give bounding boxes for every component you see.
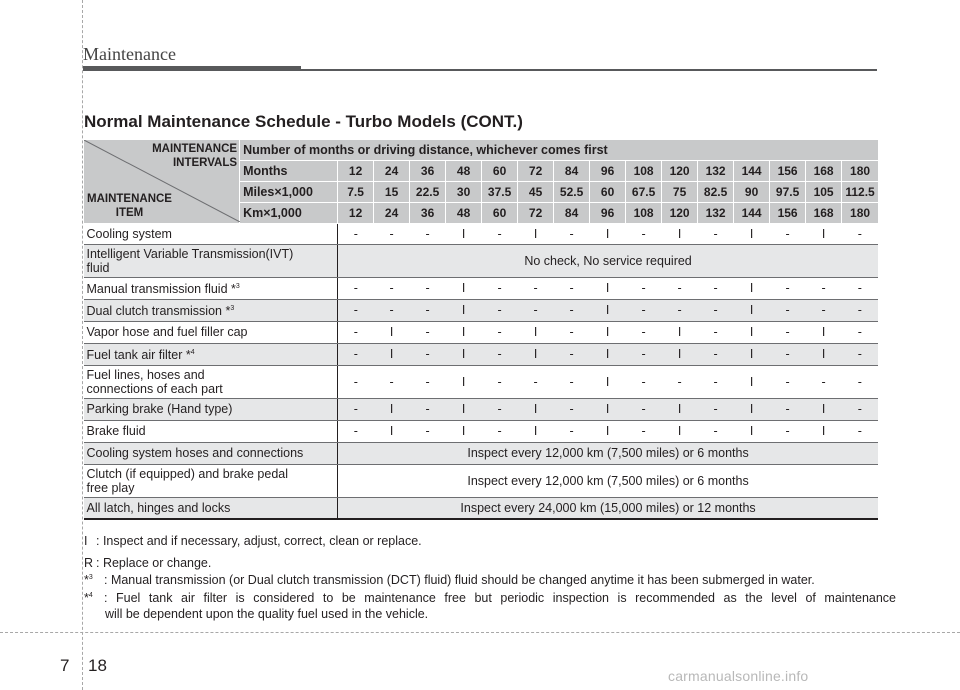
schedule-cell: -: [626, 398, 662, 420]
schedule-cell: I: [662, 321, 698, 343]
schedule-cell: -: [842, 420, 878, 442]
interval-value: 82.5: [698, 181, 734, 202]
footnote-ref: 3: [235, 282, 240, 290]
item-note: Inspect every 12,000 km (7,500 miles) or 6 months: [338, 464, 878, 497]
item-name: [84, 343, 338, 365]
interval-value: 60: [482, 160, 518, 181]
item-name-line: fluid: [86, 260, 110, 275]
schedule-cell: -: [662, 365, 698, 398]
schedule-cell: I: [734, 365, 770, 398]
interval-value: 30: [446, 181, 482, 202]
schedule-cell: I: [518, 321, 554, 343]
schedule-cell: I: [734, 321, 770, 343]
interval-value: 24: [374, 160, 410, 181]
item-note: Inspect every 12,000 km (7,500 miles) or 6 months: [338, 442, 878, 464]
schedule-cell: I: [446, 223, 482, 244]
schedule-cell: -: [338, 321, 374, 343]
table-row: [84, 442, 879, 464]
table-row: [84, 398, 879, 420]
schedule-cell: I: [374, 398, 410, 420]
schedule-cell: I: [446, 420, 482, 442]
schedule-cell: -: [626, 343, 662, 365]
table-corner-header: [84, 140, 240, 223]
schedule-cell: -: [626, 223, 662, 244]
item-name: [84, 299, 338, 321]
item-name: [84, 244, 338, 277]
footnote-4: *$^4$ : Fuel tank air filter is considered to be maintenance free but periodic inspection is recommended as the level of maintenance will be dependent upon the quality fuel used in the vehicle.: [84, 591, 896, 621]
schedule-cell: -: [662, 277, 698, 299]
interval-value: 37.5: [482, 181, 518, 202]
schedule-cell: -: [482, 398, 518, 420]
schedule-cell: -: [806, 277, 842, 299]
schedule-cell: -: [770, 321, 806, 343]
running-header: Maintenance: [83, 44, 176, 64]
schedule-cell: I: [590, 365, 626, 398]
schedule-cell: -: [806, 299, 842, 321]
schedule-cell: I: [590, 420, 626, 442]
table-row: [84, 497, 879, 519]
schedule-cell: -: [554, 299, 590, 321]
interval-value: 52.5: [554, 181, 590, 202]
legend-inspect: I : Inspect and if necessary, adjust, correct, clean or replace.: [84, 534, 422, 548]
schedule-cell: I: [518, 223, 554, 244]
item-name: [84, 321, 338, 343]
schedule-cell: I: [806, 420, 842, 442]
schedule-cell: I: [518, 420, 554, 442]
schedule-cell: -: [698, 299, 734, 321]
schedule-cell: -: [338, 223, 374, 244]
item-name-line: Intelligent Variable Transmission(IVT): [86, 246, 294, 261]
schedule-cell: -: [842, 321, 878, 343]
footnote-ref: 4: [190, 348, 195, 356]
schedule-cell: I: [734, 299, 770, 321]
interval-value: 156: [770, 160, 806, 181]
schedule-cell: -: [554, 420, 590, 442]
schedule-cell: -: [410, 398, 446, 420]
schedule-cell: I: [446, 343, 482, 365]
schedule-cell: -: [842, 223, 878, 244]
interval-value: 105: [806, 181, 842, 202]
item-name: [84, 497, 338, 519]
schedule-cell: -: [842, 365, 878, 398]
schedule-cell: -: [698, 321, 734, 343]
schedule-cell: I: [590, 277, 626, 299]
schedule-cell: -: [842, 277, 878, 299]
item-name-line: Parking brake (Hand type): [86, 402, 233, 416]
schedule-cell: -: [374, 365, 410, 398]
interval-heading: Number of months or driving distance, whichever comes first: [240, 140, 878, 160]
schedule-cell: -: [482, 299, 518, 321]
interval-value: 168: [806, 160, 842, 181]
schedule-cell: I: [806, 223, 842, 244]
schedule-cell: -: [698, 343, 734, 365]
interval-value: 75: [662, 181, 698, 202]
section-title: Normal Maintenance Schedule - Turbo Models (CONT.): [84, 112, 523, 131]
schedule-cell: -: [338, 299, 374, 321]
interval-value: 132: [698, 160, 734, 181]
schedule-cell: -: [410, 365, 446, 398]
interval-heading-row: [84, 140, 879, 160]
interval-value: 12: [338, 160, 374, 181]
interval-value: 60: [590, 181, 626, 202]
schedule-cell: -: [842, 299, 878, 321]
interval-value: 22.5: [410, 181, 446, 202]
table-row: [84, 244, 879, 277]
schedule-cell: I: [806, 321, 842, 343]
schedule-cell: -: [410, 321, 446, 343]
footnote-ref: 3: [230, 304, 235, 312]
schedule-cell: -: [338, 398, 374, 420]
interval-value: 96: [590, 160, 626, 181]
schedule-cell: I: [374, 420, 410, 442]
item-name-line: Fuel lines, hoses and: [86, 367, 205, 382]
interval-row-label: Miles×1,000: [240, 181, 338, 202]
schedule-cell: -: [626, 365, 662, 398]
item-name-line: Vapor hose and fuel filler cap: [86, 325, 248, 339]
schedule-cell: I: [590, 223, 626, 244]
item-name-line: Cooling system: [86, 226, 172, 241]
schedule-cell: -: [698, 277, 734, 299]
interval-value: 48: [446, 202, 482, 223]
schedule-cell: -: [770, 299, 806, 321]
schedule-cell: -: [374, 223, 410, 244]
interval-value: 132: [698, 202, 734, 223]
interval-row-label: Km×1,000: [240, 202, 338, 223]
item-name-line: Brake fluid: [86, 424, 146, 438]
interval-value: 7.5: [338, 181, 374, 202]
item-name-line: Fuel tank air filter *$^4$: [86, 348, 195, 363]
fold-guide-horizontal: [0, 632, 960, 633]
schedule-cell: I: [518, 343, 554, 365]
schedule-cell: I: [734, 277, 770, 299]
table-row: [84, 299, 879, 321]
schedule-cell: I: [446, 365, 482, 398]
schedule-cell: -: [770, 420, 806, 442]
schedule-cell: -: [410, 420, 446, 442]
schedule-cell: -: [482, 277, 518, 299]
table-row: [84, 464, 879, 497]
schedule-cell: -: [554, 343, 590, 365]
item-name: [84, 464, 338, 497]
schedule-cell: I: [446, 299, 482, 321]
schedule-cell: -: [338, 343, 374, 365]
schedule-cell: -: [410, 223, 446, 244]
header-rule-thick: [83, 66, 301, 71]
schedule-cell: I: [446, 321, 482, 343]
schedule-cell: I: [590, 299, 626, 321]
interval-value: 84: [554, 160, 590, 181]
watermark: carmanualsonline.info: [668, 668, 809, 684]
item-name-line: Dual clutch transmission *$^3$: [86, 304, 235, 319]
table-row: [84, 223, 879, 244]
schedule-cell: -: [770, 398, 806, 420]
schedule-cell: -: [518, 299, 554, 321]
schedule-cell: -: [554, 321, 590, 343]
schedule-cell: I: [806, 398, 842, 420]
item-name: [84, 442, 338, 464]
schedule-cell: -: [338, 365, 374, 398]
schedule-cell: I: [734, 398, 770, 420]
schedule-cell: I: [590, 321, 626, 343]
schedule-cell: I: [518, 398, 554, 420]
schedule-cell: -: [410, 343, 446, 365]
item-note: No check, No service required: [338, 244, 878, 277]
schedule-cell: -: [842, 343, 878, 365]
schedule-cell: -: [338, 420, 374, 442]
schedule-cell: -: [410, 277, 446, 299]
interval-value: 45: [518, 181, 554, 202]
schedule-cell: -: [626, 420, 662, 442]
schedule-cell: -: [554, 365, 590, 398]
schedule-cell: -: [770, 343, 806, 365]
page-number: 18: [88, 656, 107, 675]
interval-value: 144: [734, 160, 770, 181]
interval-value: 36: [410, 202, 446, 223]
interval-value: 72: [518, 160, 554, 181]
interval-value: 24: [374, 202, 410, 223]
interval-value: 84: [554, 202, 590, 223]
legend-replace: R : Replace or change.: [84, 556, 212, 570]
interval-value: 12: [338, 202, 374, 223]
item-name: [84, 420, 338, 442]
interval-value: 168: [806, 202, 842, 223]
table-row: [84, 321, 879, 343]
table-row: [84, 365, 879, 398]
schedule-cell: -: [554, 398, 590, 420]
schedule-cell: -: [410, 299, 446, 321]
schedule-cell: -: [698, 398, 734, 420]
interval-value: 96: [590, 202, 626, 223]
table-row: [84, 420, 879, 442]
item-note: Inspect every 24,000 km (15,000 miles) or 12 months: [338, 497, 878, 519]
schedule-cell: -: [374, 277, 410, 299]
schedule-cell: I: [590, 343, 626, 365]
schedule-cell: I: [734, 223, 770, 244]
footnote-3: *$^3$ : Manual transmission (or Dual clutch transmission (DCT) fluid) fluid should be changed anytime it has been submerged in water.: [84, 573, 815, 587]
header-rule-thin: [301, 69, 877, 71]
table-row: [84, 277, 879, 299]
item-name-line: All latch, hinges and locks: [86, 500, 231, 515]
schedule-cell: -: [626, 299, 662, 321]
item-name: [84, 223, 338, 244]
schedule-cell: -: [374, 299, 410, 321]
interval-value: 112.5: [842, 181, 878, 202]
maintenance-schedule-table: [83, 140, 878, 520]
schedule-cell: I: [734, 420, 770, 442]
schedule-cell: -: [554, 223, 590, 244]
chapter-number: 7: [60, 656, 70, 675]
schedule-cell: I: [374, 343, 410, 365]
schedule-cell: -: [518, 277, 554, 299]
interval-value: 48: [446, 160, 482, 181]
schedule-cell: -: [770, 223, 806, 244]
interval-value: 67.5: [626, 181, 662, 202]
interval-value: 108: [626, 160, 662, 181]
schedule-cell: I: [590, 398, 626, 420]
schedule-cell: -: [770, 365, 806, 398]
item-name-line: connections of each part: [86, 381, 223, 396]
schedule-cell: -: [698, 420, 734, 442]
interval-value: 108: [626, 202, 662, 223]
interval-value: 120: [662, 160, 698, 181]
schedule-cell: -: [554, 277, 590, 299]
corner-label-item: MAINTENANCE ITEM: [87, 192, 172, 219]
schedule-cell: I: [662, 343, 698, 365]
interval-value: 15: [374, 181, 410, 202]
item-name-line: Manual transmission fluid *$^3$: [86, 282, 240, 297]
interval-value: 180: [842, 202, 878, 223]
interval-value: 156: [770, 202, 806, 223]
schedule-cell: I: [446, 398, 482, 420]
schedule-cell: -: [482, 223, 518, 244]
item-name-line: free play: [86, 480, 135, 495]
schedule-cell: -: [662, 299, 698, 321]
schedule-cell: -: [482, 321, 518, 343]
schedule-cell: -: [482, 420, 518, 442]
schedule-cell: I: [446, 277, 482, 299]
interval-value: 120: [662, 202, 698, 223]
item-name: [84, 277, 338, 299]
item-name: [84, 398, 338, 420]
corner-label-intervals: MAINTENANCE INTERVALS: [152, 143, 238, 169]
item-name-line: Cooling system hoses and connections: [86, 446, 304, 460]
table-row: [84, 343, 879, 365]
schedule-cell: -: [806, 365, 842, 398]
schedule-cell: -: [698, 223, 734, 244]
interval-value: 60: [482, 202, 518, 223]
interval-value: 97.5: [770, 181, 806, 202]
item-name: [84, 365, 338, 398]
interval-value: 36: [410, 160, 446, 181]
interval-value: 144: [734, 202, 770, 223]
interval-value: 90: [734, 181, 770, 202]
schedule-cell: I: [662, 223, 698, 244]
schedule-cell: I: [734, 343, 770, 365]
schedule-cell: I: [662, 398, 698, 420]
schedule-cell: -: [626, 321, 662, 343]
schedule-cell: -: [482, 343, 518, 365]
item-name-line: Clutch (if equipped) and brake pedal: [86, 466, 289, 481]
interval-value: 72: [518, 202, 554, 223]
schedule-cell: -: [842, 398, 878, 420]
schedule-cell: -: [770, 277, 806, 299]
schedule-cell: -: [518, 365, 554, 398]
interval-row-label: Months: [240, 160, 338, 181]
schedule-cell: I: [374, 321, 410, 343]
schedule-cell: -: [338, 277, 374, 299]
interval-value: 180: [842, 160, 878, 181]
schedule-cell: I: [662, 420, 698, 442]
schedule-cell: I: [806, 343, 842, 365]
schedule-cell: -: [626, 277, 662, 299]
schedule-cell: -: [482, 365, 518, 398]
schedule-cell: -: [698, 365, 734, 398]
